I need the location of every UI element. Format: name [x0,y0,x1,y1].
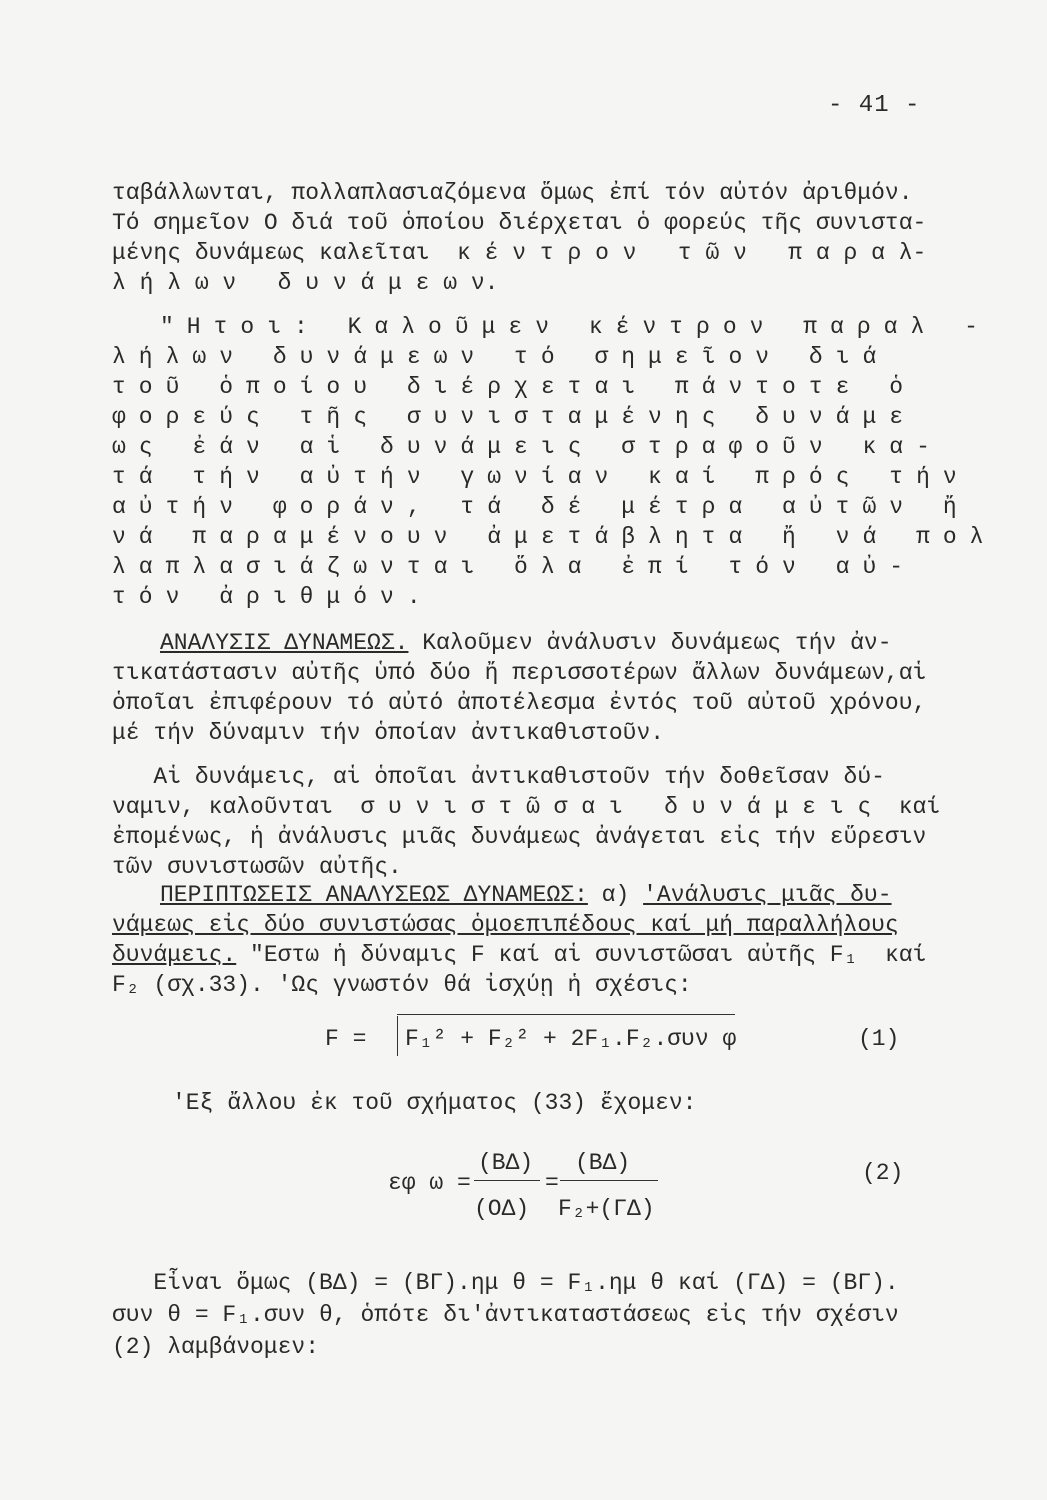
sqrt-symbol [397,1016,398,1056]
case-text-line [112,940,926,970]
equation-2-numerator-1: (ΒΔ) [478,1150,534,1176]
section-heading: ΠΕΡΙΠΤΩΣΕΙΣ ΑΝΑΛΥΣΕΩΣ ΔΥΝΑΜΕΩΣ: [160,882,588,908]
page-number: - 41 - [828,92,921,119]
section-heading-line [160,628,892,658]
text-line: (2) λαμβάνομεν: [112,1334,320,1360]
text-line: F₂ (σχ.33). 'Ως γνωστόν θά ἰσχύῃ ἡ σχέσις: [112,972,692,998]
equation-2-number: (2) [862,1160,904,1186]
text-line: ὁποῖαι ἐπιφέρουν τό αὐτό ἀποτέλεσμα ἐντός τοῦ αὐτοῦ χρόνου, [112,690,927,716]
equation-2-lhs: εφ ω = [388,1170,471,1196]
equation-1-number: (1) [858,1026,900,1052]
text-span: Καλοῦμεν ἀνάλυσιν δυνάμεως τήν ἀν- [408,630,892,656]
case-title: 'Ανάλυσις μιᾶς δυ- [643,882,892,908]
fraction-bar [560,1180,658,1181]
equation-2-denominator-1: (ΟΔ) [474,1196,530,1222]
text-line: λ ή λ ω ν δ υ ν ά μ ε ω ν. [112,270,499,296]
text-line: λαπλασιάζωνται ὅλα ἐπί τόν αὐ- [112,554,917,580]
equation-1-lhs: F = [325,1026,367,1052]
text-line: φορεύς τῆς συνισταμένης δυνάμε [112,404,917,430]
section-heading: ΑΝΑΛΥΣΙΣ ΔΥΝΑΜΕΩΣ. [160,630,409,656]
equation-2-denominator-2: F₂+(ΓΔ) [558,1196,655,1222]
equation-2-equals: = [545,1170,559,1196]
text-line: τά τήν αὐτήν γωνίαν καί πρός τήν [112,464,970,490]
text-line: τοῦ ὁποίου διέρχεται πάντοτε ὁ [112,374,917,400]
text-line: μένης δυνάμεως καλεῖται κ έ ν τ ρ ο ν τ ῶ ν π α ρ α λ- [112,240,927,266]
text-span: α) [587,882,644,908]
text-line: Τό σημεῖον Ο διά τοῦ ὁποίου διέρχεται ὁ φορεύς τῆς συνιστα- [112,210,927,236]
text-line: ταβάλλωνται, πολλαπλασιαζόμενα ὅμως ἐπί τόν αὐτόν ἀριθμόν. [112,180,913,206]
equation-2-numerator-2: (ΒΔ) [575,1150,631,1176]
text-line: ἐπομένως, ἡ ἀνάλυσις μιᾶς δυνάμεως ἀνάγεται εἰς τήν εὕρεσιν [112,824,927,850]
text-line: τῶν συνιστωσῶν αὐτῆς. [112,854,402,880]
text-line: Αἱ δυνάμεις, αἱ ὁποῖαι ἀντικαθιστοῦν τήν δοθεῖσαν δύ- [112,764,885,790]
text-line: ναμιν, καλοῦνται σ υ ν ι σ τ ῶ σ α ι δ υ ν ά μ ε ι ς καί [112,794,941,820]
cases-heading-line [160,880,892,910]
sqrt-bar [397,1014,735,1015]
text-line: "Ητοι: Καλοῦμεν κέντρον παραλ - [160,314,991,340]
case-title-line: νάμεως εἰς δύο συνιστώσας ὁμοεπιπέδους καί μή παραλλήλους [112,912,899,938]
text-line: τικατάστασιν αὐτῆς ὑπό δύο ἤ περισσοτέρων ἄλλων δυνάμεων,αἱ [112,660,927,686]
fraction-bar [474,1180,540,1181]
case-title: δυνάμεις. [112,942,237,968]
text-line: 'Εξ ἄλλου ἐκ τοῦ σχήματος (33) ἔχομεν: [172,1090,697,1116]
text-line: Εἶναι ὅμως (ΒΔ) = (ΒΓ).ημ θ = F₁.ημ θ καί (ΓΔ) = (ΒΓ). [112,1270,899,1296]
text-line: μέ τήν δύναμιν τήν ὁποίαν ἀντικαθιστοῦν. [112,720,665,746]
text-span: "Εστω ἡ δύναμις F καί αἱ συνιστῶσαι αὐτῆς F₁ καί [236,942,927,968]
equation-1-rhs: F₁² + F₂² + 2F₁.F₂.συν φ [405,1026,737,1052]
text-line: ως ἐάν αἱ δυνάμεις στραφοῦν κα- [112,434,943,460]
text-line: τόν ἀριθμόν. [112,584,434,610]
text-line: νά παραμένουν ἀμετάβλητα ἤ νά πολ [112,524,997,550]
text-line: αὐτήν φοράν, τά δέ μέτρα αὐτῶν ἤ [112,494,970,520]
text-line: λήλων δυνάμεων τό σημεῖον διά [112,344,890,370]
text-line: συν θ = F₁.συν θ, ὁπότε δι'ἀντικαταστάσεως εἰς τήν σχέσιν [112,1302,899,1328]
